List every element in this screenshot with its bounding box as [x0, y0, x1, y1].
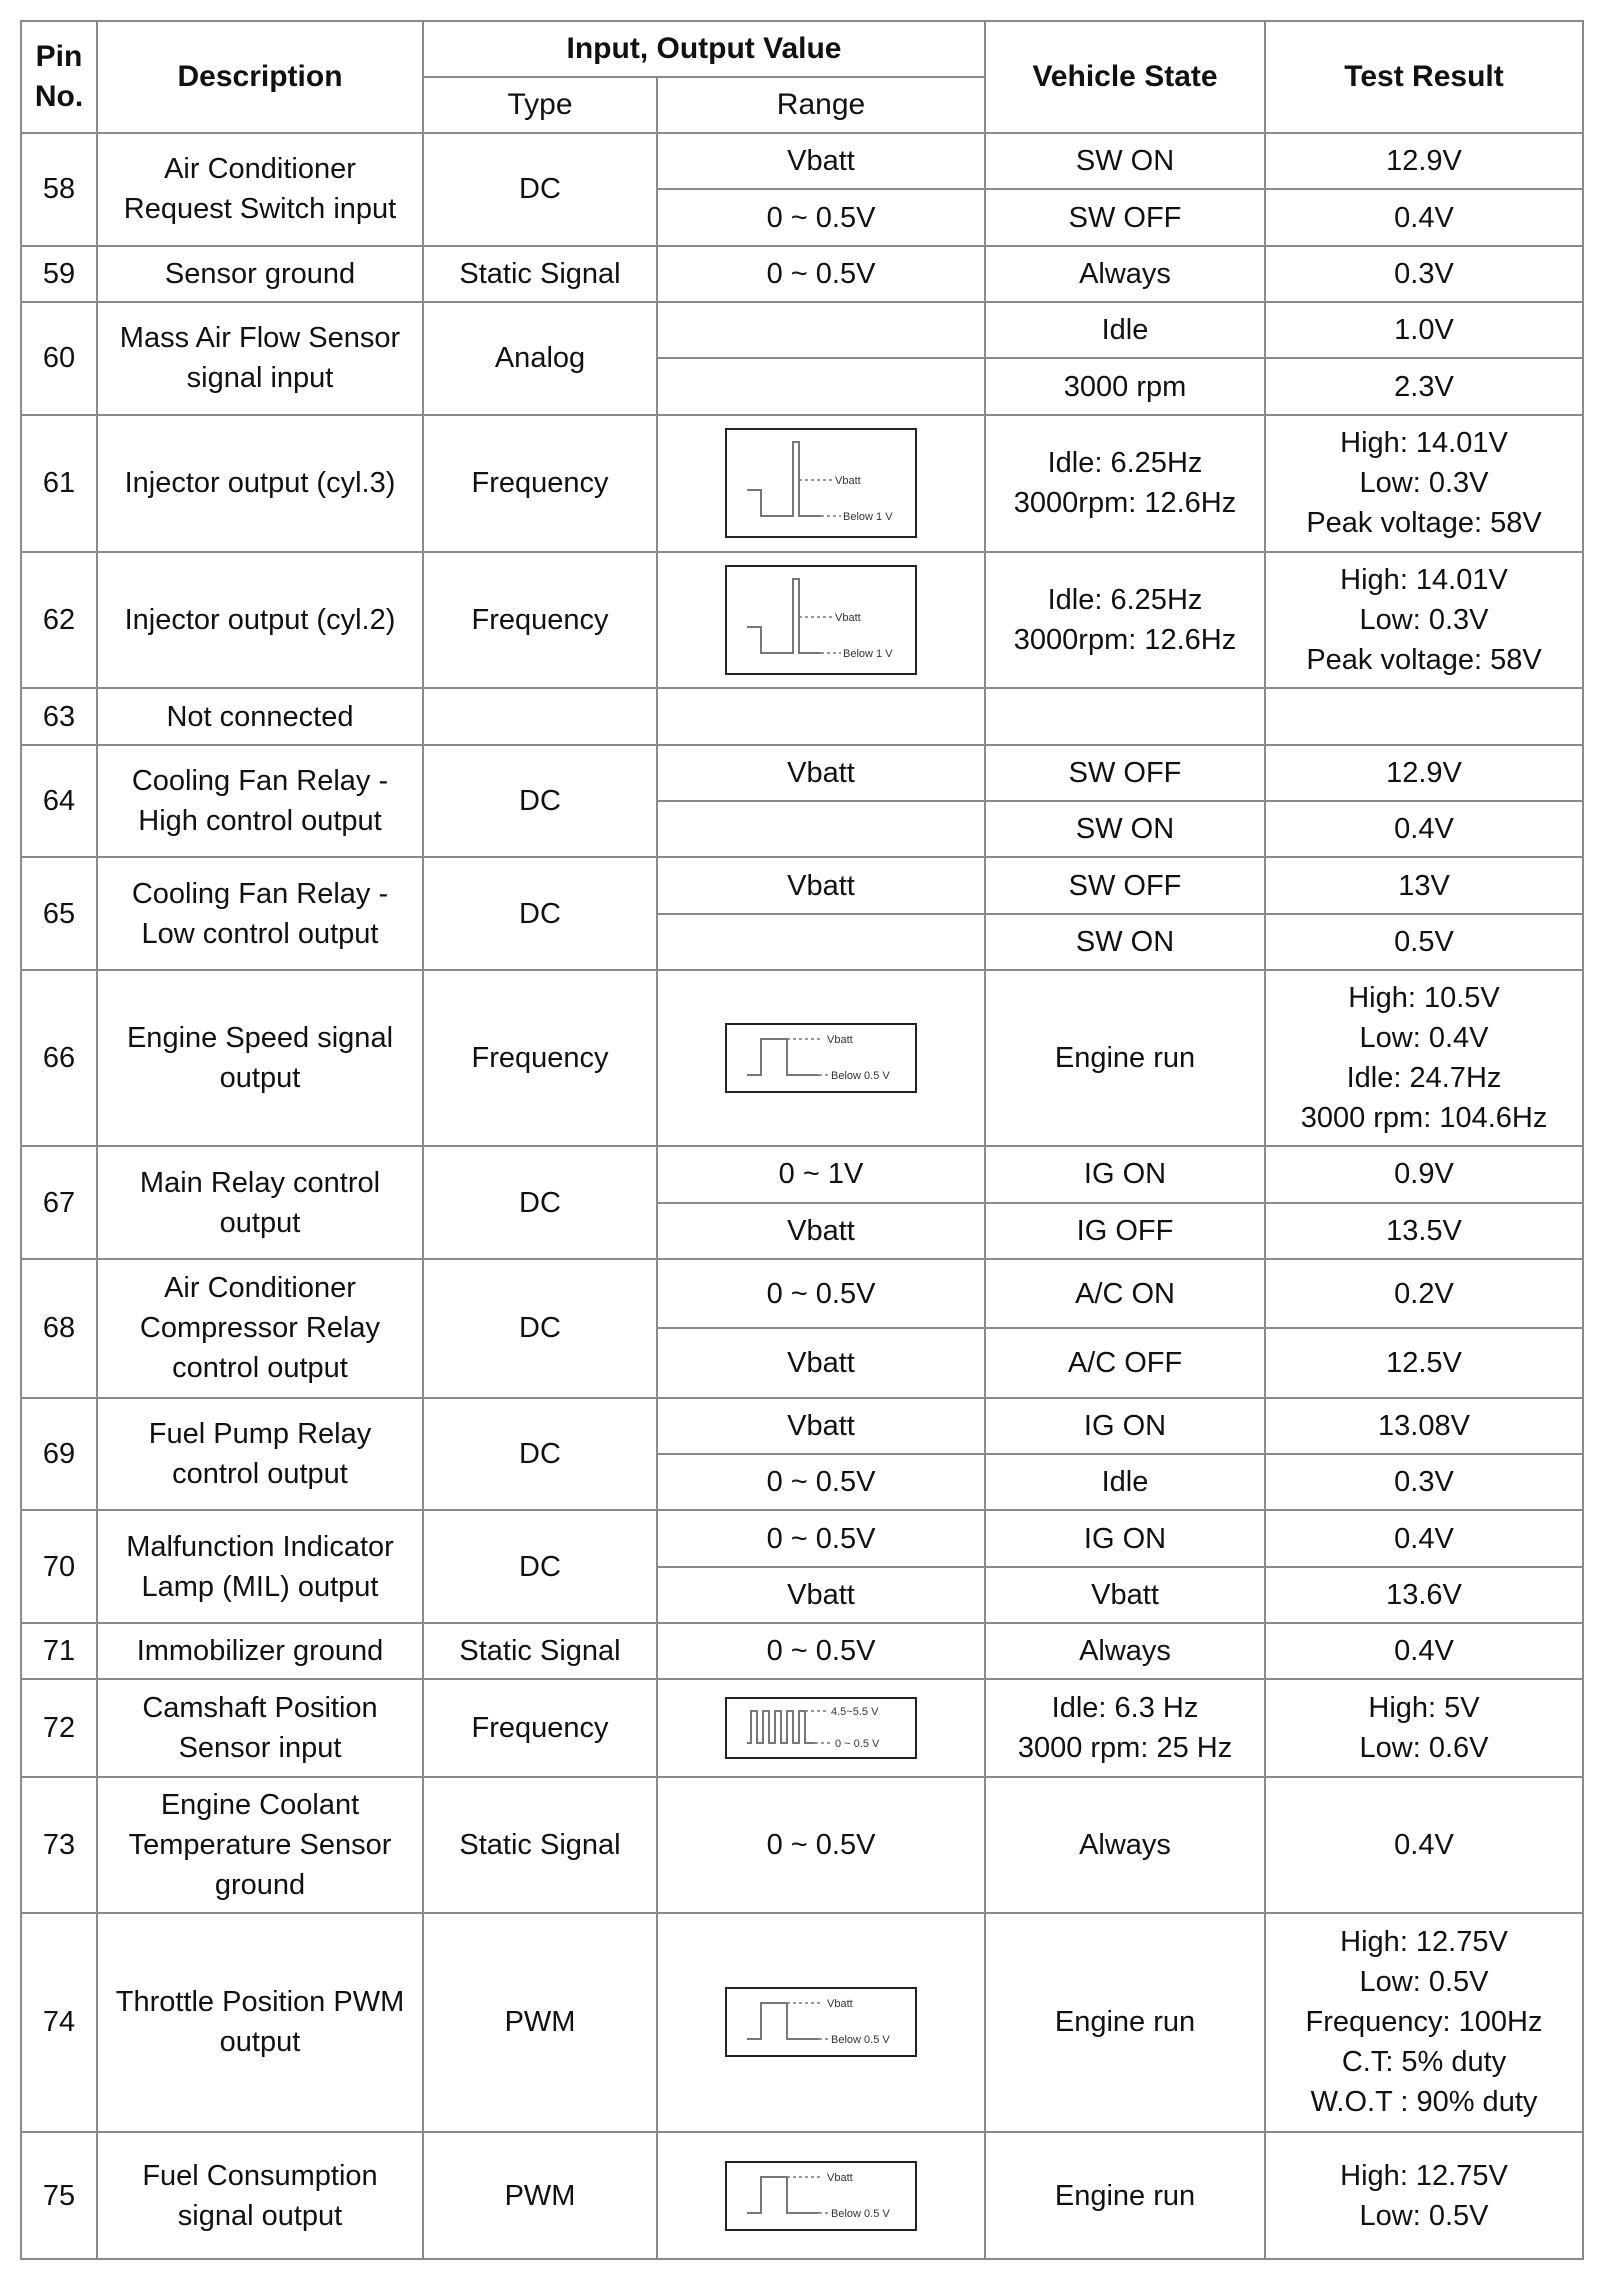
- vehicle-state: Idle: 6.25Hz 3000rpm: 12.6Hz: [985, 552, 1265, 689]
- pin-description: Malfunction Indicator Lamp (MIL) output: [97, 1510, 423, 1623]
- waveform-top-label: Vbatt: [835, 475, 861, 488]
- square-waveform: [725, 1987, 917, 2057]
- test-result: 0.4V: [1265, 1510, 1583, 1566]
- signal-range: 0 ~ 0.5V: [657, 1623, 985, 1679]
- test-result: 0.4V: [1265, 1777, 1583, 1913]
- signal-type: Static Signal: [423, 246, 657, 302]
- signal-range: Vbatt: [657, 1398, 985, 1454]
- test-result: [1265, 688, 1583, 744]
- vehicle-state: Idle: 6.25Hz 3000rpm: 12.6Hz: [985, 415, 1265, 552]
- table-row: [21, 1679, 1583, 1777]
- header-test-result: Test Result: [1265, 21, 1583, 133]
- vehicle-state: SW ON: [985, 133, 1265, 189]
- signal-range: [657, 358, 985, 414]
- header-vehicle-state: Vehicle State: [985, 21, 1265, 133]
- vehicle-state: Vbatt: [985, 1567, 1265, 1623]
- waveform-bottom-label: Below 0.5 V: [831, 2034, 890, 2047]
- signal-type: Frequency: [423, 970, 657, 1146]
- square-waveform: [725, 1023, 917, 1093]
- pin-description: Injector output (cyl.2): [97, 552, 423, 689]
- test-result: 1.0V: [1265, 302, 1583, 358]
- vehicle-state: SW OFF: [985, 857, 1265, 913]
- vehicle-state: SW OFF: [985, 745, 1265, 801]
- waveform-cell: [657, 552, 985, 689]
- signal-range: [657, 914, 985, 970]
- signal-type: Frequency: [423, 1679, 657, 1777]
- table-row: [21, 1623, 1583, 1679]
- test-result: 0.4V: [1265, 189, 1583, 245]
- signal-type: DC: [423, 1259, 657, 1398]
- vehicle-state: IG ON: [985, 1510, 1265, 1566]
- table-row: [21, 745, 1583, 801]
- test-result: 13V: [1265, 857, 1583, 913]
- injector-waveform: [725, 428, 917, 538]
- table-row: [21, 1913, 1583, 2132]
- pin-number: 63: [21, 688, 97, 744]
- test-result: 12.9V: [1265, 133, 1583, 189]
- pin-description: Air Conditioner Compressor Relay control output: [97, 1259, 423, 1398]
- vehicle-state: Always: [985, 246, 1265, 302]
- injector-waveform: [725, 565, 917, 675]
- signal-range: [657, 801, 985, 857]
- signal-range: 0 ~ 0.5V: [657, 246, 985, 302]
- signal-type: PWM: [423, 1913, 657, 2132]
- table-row: [21, 1259, 1583, 1328]
- vehicle-state: [985, 688, 1265, 744]
- signal-type: Static Signal: [423, 1777, 657, 1913]
- signal-type: Analog: [423, 302, 657, 415]
- table-row: [21, 970, 1583, 1146]
- pin-number: 74: [21, 1913, 97, 2132]
- vehicle-state: Idle: [985, 302, 1265, 358]
- waveform-bottom-label: Below 0.5 V: [831, 2207, 890, 2220]
- waveform-bottom-label: 0 ~ 0.5 V: [835, 1738, 880, 1751]
- vehicle-state: Always: [985, 1777, 1265, 1913]
- pin-description: Sensor ground: [97, 246, 423, 302]
- test-result: 13.5V: [1265, 1203, 1583, 1259]
- signal-type: DC: [423, 1510, 657, 1623]
- pin-number: 69: [21, 1398, 97, 1511]
- table-row: [21, 1146, 1583, 1202]
- signal-range: 0 ~ 0.5V: [657, 189, 985, 245]
- signal-range: 0 ~ 0.5V: [657, 1510, 985, 1566]
- header-range: Range: [657, 77, 985, 133]
- signal-type: DC: [423, 133, 657, 246]
- waveform-bottom-label: Below 1 V: [843, 511, 893, 524]
- pin-description: Engine Coolant Temperature Sensor ground: [97, 1777, 423, 1913]
- header-description: Description: [97, 21, 423, 133]
- pin-description: Fuel Pump Relay control output: [97, 1398, 423, 1511]
- table-row: [21, 688, 1583, 744]
- waveform-top-label: Vbatt: [827, 1034, 853, 1047]
- waveform-bottom-label: Below 0.5 V: [831, 1070, 890, 1083]
- pin-description: Throttle Position PWM output: [97, 1913, 423, 2132]
- pin-number: 71: [21, 1623, 97, 1679]
- signal-type: DC: [423, 1146, 657, 1259]
- vehicle-state: Engine run: [985, 1913, 1265, 2132]
- pin-description: Cooling Fan Relay - Low control output: [97, 857, 423, 970]
- test-result: 0.3V: [1265, 1454, 1583, 1510]
- signal-range: Vbatt: [657, 857, 985, 913]
- vehicle-state: IG ON: [985, 1146, 1265, 1202]
- pin-number: 61: [21, 415, 97, 552]
- waveform-cell: [657, 2132, 985, 2259]
- test-result: 0.4V: [1265, 1623, 1583, 1679]
- table-row: [21, 857, 1583, 913]
- test-result: 0.5V: [1265, 914, 1583, 970]
- table-row: [21, 1398, 1583, 1454]
- pin-number: 58: [21, 133, 97, 246]
- pin-number: 64: [21, 745, 97, 858]
- signal-type: Static Signal: [423, 1623, 657, 1679]
- vehicle-state: A/C ON: [985, 1259, 1265, 1328]
- test-result: High: 14.01V Low: 0.3V Peak voltage: 58V: [1265, 415, 1583, 552]
- signal-range: 0 ~ 0.5V: [657, 1454, 985, 1510]
- signal-type: Frequency: [423, 552, 657, 689]
- pin-number: 62: [21, 552, 97, 689]
- pin-description: Injector output (cyl.3): [97, 415, 423, 552]
- pin-number: 67: [21, 1146, 97, 1259]
- pin-description: Cooling Fan Relay - High control output: [97, 745, 423, 858]
- pin-number: 72: [21, 1679, 97, 1777]
- waveform-top-label: Vbatt: [835, 611, 861, 624]
- test-result: 0.2V: [1265, 1259, 1583, 1328]
- vehicle-state: Idle: [985, 1454, 1265, 1510]
- signal-range: Vbatt: [657, 745, 985, 801]
- test-result: High: 10.5V Low: 0.4V Idle: 24.7Hz 3000 rpm: 104.6Hz: [1265, 970, 1583, 1146]
- table-row: [21, 133, 1583, 189]
- signal-type: PWM: [423, 2132, 657, 2259]
- signal-type: DC: [423, 857, 657, 970]
- table-row: [21, 2132, 1583, 2259]
- pin-table-sheet: [20, 20, 1582, 2260]
- vehicle-state: A/C OFF: [985, 1328, 1265, 1397]
- pin-test-table: [20, 20, 1584, 2260]
- signal-range: Vbatt: [657, 1328, 985, 1397]
- waveform-top-label: Vbatt: [827, 1998, 853, 2011]
- vehicle-state: SW OFF: [985, 189, 1265, 245]
- pin-number: 70: [21, 1510, 97, 1623]
- table-row: [21, 1777, 1583, 1913]
- test-result: 13.6V: [1265, 1567, 1583, 1623]
- header-pin-no: Pin No.: [21, 21, 97, 133]
- pin-description: Main Relay control output: [97, 1146, 423, 1259]
- test-result: High: 12.75V Low: 0.5V: [1265, 2132, 1583, 2259]
- pin-number: 65: [21, 857, 97, 970]
- vehicle-state: IG ON: [985, 1398, 1265, 1454]
- header-type: Type: [423, 77, 657, 133]
- vehicle-state: Engine run: [985, 2132, 1265, 2259]
- test-result: 2.3V: [1265, 358, 1583, 414]
- table-row: [21, 1510, 1583, 1566]
- signal-range: Vbatt: [657, 1567, 985, 1623]
- waveform-cell: [657, 970, 985, 1146]
- signal-type: Frequency: [423, 415, 657, 552]
- signal-range: 0 ~ 0.5V: [657, 1777, 985, 1913]
- square-waveform: [725, 2161, 917, 2231]
- signal-type: [423, 688, 657, 744]
- waveform-cell: [657, 1913, 985, 2132]
- pin-number: 66: [21, 970, 97, 1146]
- waveform-top-label: Vbatt: [827, 2171, 853, 2184]
- test-result: 0.9V: [1265, 1146, 1583, 1202]
- pin-description: Fuel Consumption signal output: [97, 2132, 423, 2259]
- test-result: 12.5V: [1265, 1328, 1583, 1397]
- test-result: 0.3V: [1265, 246, 1583, 302]
- pin-description: Not connected: [97, 688, 423, 744]
- pin-description: Air Conditioner Request Switch input: [97, 133, 423, 246]
- pin-description: Camshaft Position Sensor input: [97, 1679, 423, 1777]
- test-result: High: 14.01V Low: 0.3V Peak voltage: 58V: [1265, 552, 1583, 689]
- test-result: 13.08V: [1265, 1398, 1583, 1454]
- waveform-bottom-label: Below 1 V: [843, 647, 893, 660]
- vehicle-state: IG OFF: [985, 1203, 1265, 1259]
- pin-description: Engine Speed signal output: [97, 970, 423, 1146]
- table-row: [21, 415, 1583, 552]
- table-row: [21, 302, 1583, 358]
- table-row: [21, 552, 1583, 689]
- signal-range: 0 ~ 1V: [657, 1146, 985, 1202]
- pin-number: 59: [21, 246, 97, 302]
- waveform-top-label: 4.5~5.5 V: [831, 1706, 879, 1719]
- vehicle-state: SW ON: [985, 801, 1265, 857]
- signal-type: DC: [423, 1398, 657, 1511]
- test-result: High: 5V Low: 0.6V: [1265, 1679, 1583, 1777]
- pin-description: Mass Air Flow Sensor signal input: [97, 302, 423, 415]
- test-result: 12.9V: [1265, 745, 1583, 801]
- pin-description: Immobilizer ground: [97, 1623, 423, 1679]
- pin-number: 75: [21, 2132, 97, 2259]
- vehicle-state: 3000 rpm: [985, 358, 1265, 414]
- signal-range: Vbatt: [657, 133, 985, 189]
- signal-range: Vbatt: [657, 1203, 985, 1259]
- test-result: 0.4V: [1265, 801, 1583, 857]
- pin-number: 73: [21, 1777, 97, 1913]
- vehicle-state: Always: [985, 1623, 1265, 1679]
- test-result: High: 12.75V Low: 0.5V Frequency: 100Hz C.T: 5% duty W.O.T : 90% duty: [1265, 1913, 1583, 2132]
- vehicle-state: SW ON: [985, 914, 1265, 970]
- waveform-cell: [657, 415, 985, 552]
- signal-type: DC: [423, 745, 657, 858]
- table-row: [21, 246, 1583, 302]
- signal-range: 0 ~ 0.5V: [657, 1259, 985, 1328]
- vehicle-state: Engine run: [985, 970, 1265, 1146]
- signal-range: [657, 688, 985, 744]
- pin-number: 60: [21, 302, 97, 415]
- pin-number: 68: [21, 1259, 97, 1398]
- pulse-train-waveform: [725, 1697, 917, 1759]
- waveform-cell: [657, 1679, 985, 1777]
- vehicle-state: Idle: 6.3 Hz 3000 rpm: 25 Hz: [985, 1679, 1265, 1777]
- signal-range: [657, 302, 985, 358]
- header-io-value: Input, Output Value: [423, 21, 985, 77]
